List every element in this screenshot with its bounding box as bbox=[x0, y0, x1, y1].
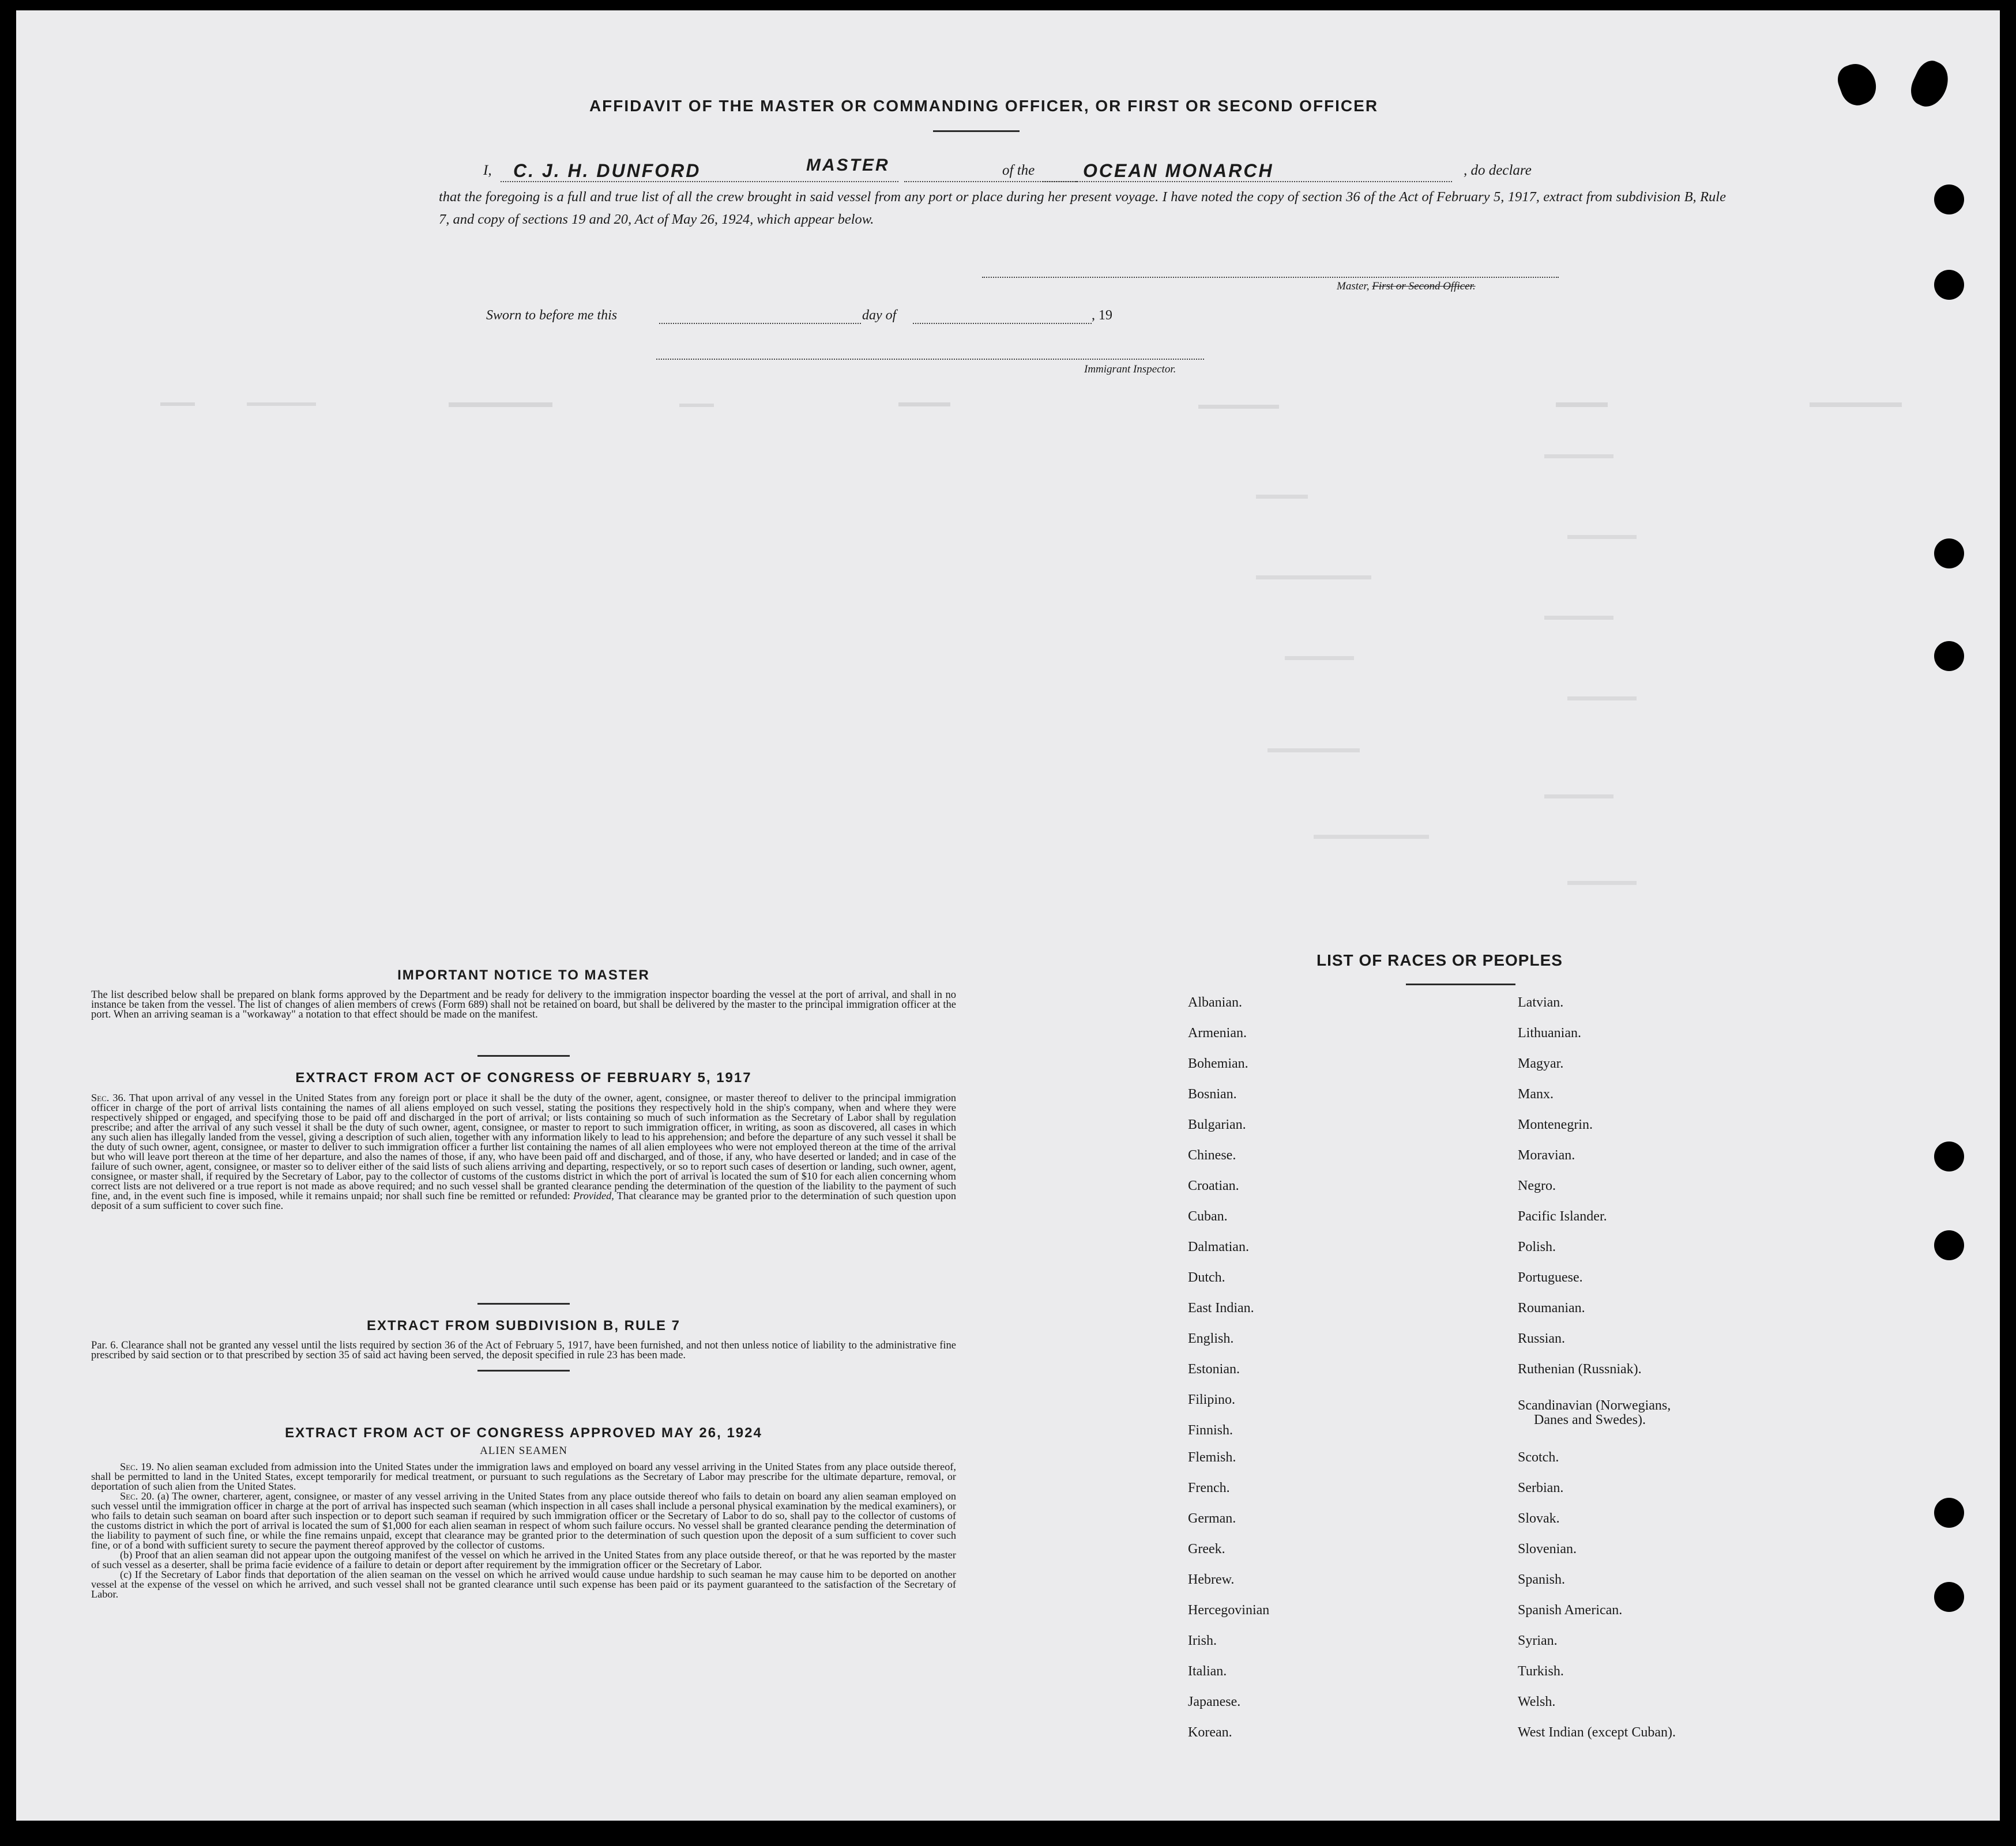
race-item: Slovenian. bbox=[1518, 1542, 1577, 1557]
sec-20-label: Sec. 20. bbox=[120, 1490, 155, 1502]
master-signature-line bbox=[982, 277, 1559, 278]
race-item: Turkish. bbox=[1518, 1664, 1564, 1679]
sec-19-paragraph bbox=[91, 1462, 956, 1491]
master-rank: MASTER bbox=[806, 156, 890, 175]
notice-title: IMPORTANT NOTICE TO MASTER bbox=[397, 967, 650, 983]
alien-seamen-subtitle: ALIEN SEAMEN bbox=[480, 1445, 567, 1457]
sec-36-text: That upon arrival of any vessel in the United States from any foreign port or place it shall be the duty of the owner, agent, consignee, or master thereof to deliver to the principal immigration officer in charge of the port of arrival lists containing the names of all aliens employed on such vessel, stating the positions they respectively hold in the ship's company, when and where they were respectively shipped or engaged, and specifying those to be paid off and discharged in the port of arrival; or lists containing so much of such information as the Secretary of Labor shall by regulation prescribe; and after the arrival of any such vessel it shall be the duty of such owner, agent, consignee, or master to report to such immigration officer, in writing, as soon as discovered, all cases in which any such alien has illegally landed from the vessel, giving a description of such alien, together with any information likely to lead to his apprehension; and before the departure of any such vessel it shall be the duty of such owner, agent, consignee, or master to deliver to such immigration officer a further list containing the names of all alien employees who were not employed thereon at the time of the arrival but who will leave port thereon at the time of her departure, and also the names of those, if any, who have been paid off and discharged, and of those, if any, who have deserted or landed; and in case of the failure of such owner, agent, consignee, or master so to deliver either of the said lists of such aliens arriving and departing, respectively, or so to report such cases of desertion or landing, such owner, agent, consignee, or master shall, if required by the Secretary of Labor, pay to the collector of customs of the customs district in which the port of arrival is located the sum of $10 for each alien concerning whom correct lists are not delivered or a true report is not made as above required; and no such vessel shall be granted clearance pending the determination of the question of the liability to the payment of such fine, and, in the event such fine is imposed, while it remains unpaid; nor shall such fine be remitted or refunded: bbox=[91, 1092, 956, 1201]
race-item: Dalmatian. bbox=[1188, 1240, 1249, 1254]
race-item: Lithuanian. bbox=[1518, 1026, 1581, 1041]
extract-1924-title: EXTRACT FROM ACT OF CONGRESS APPROVED MAY 26, 1924 bbox=[285, 1425, 762, 1441]
race-item: Syrian. bbox=[1518, 1633, 1558, 1648]
of-the-label: of the bbox=[1002, 163, 1035, 178]
race-item: Korean. bbox=[1188, 1725, 1232, 1740]
race-item: French. bbox=[1188, 1480, 1230, 1495]
struck-officer-caption: First or Second Officer. bbox=[1372, 280, 1476, 292]
race-item: Albanian. bbox=[1188, 995, 1242, 1010]
race-item: Latvian. bbox=[1518, 995, 1564, 1010]
declaration-intro: I, bbox=[483, 163, 492, 178]
race-item: Danes and Swedes). bbox=[1534, 1412, 1646, 1427]
race-item: East Indian. bbox=[1188, 1301, 1254, 1316]
race-item: Spanish. bbox=[1518, 1572, 1566, 1587]
race-item: Bohemian. bbox=[1188, 1056, 1248, 1071]
race-item: Welsh. bbox=[1518, 1694, 1556, 1709]
divider-3 bbox=[477, 1370, 570, 1372]
race-item: German. bbox=[1188, 1511, 1236, 1526]
binder-hole bbox=[1934, 1582, 1964, 1612]
extract-1917-text bbox=[91, 1093, 956, 1211]
sec-19-text: No alien seaman excluded from admission into the United States under the immigration laws and employed on board any vessel arriving in the United States from any place outside thereof, shall be permitted to land in the United States, except temporarily for medical treatment, or pursuant to such regulations as the Secretary of Labor may prescribe for the ultimate departure, removal, or deportation of such alien from the United States. bbox=[91, 1461, 956, 1492]
race-item: Slovak. bbox=[1518, 1511, 1560, 1526]
extract-1917-title: EXTRACT FROM ACT OF CONGRESS OF FEBRUARY 5, 1917 bbox=[295, 1070, 752, 1086]
affidavit-title: AFFIDAVIT OF THE MASTER OR COMMANDING OFFICER, OR FIRST OR SECOND OFFICER bbox=[589, 97, 1379, 115]
race-item: Portuguese. bbox=[1518, 1270, 1583, 1285]
race-item: Estonian. bbox=[1188, 1362, 1240, 1377]
race-item: Armenian. bbox=[1188, 1026, 1247, 1041]
race-item: Hebrew. bbox=[1188, 1572, 1235, 1587]
race-item: Roumanian. bbox=[1518, 1301, 1585, 1316]
master-signature-caption bbox=[1337, 280, 1476, 293]
master-name: C. J. H. DUNFORD bbox=[513, 160, 701, 181]
master-caption: Master, bbox=[1337, 280, 1370, 292]
rule-7-text: Par. 6. Clearance shall not be granted any vessel until the lists required by section 36 of the Act of February 5, 1917, have been furnished, and not then unless notice of liability to the administrative fine prescribed by said section or to that prescribed by section 35 of said act having been served, the deposit specified in rule 23 has been made. bbox=[91, 1340, 956, 1361]
affidavit-line1 bbox=[483, 156, 1729, 184]
race-item: Italian. bbox=[1188, 1664, 1227, 1679]
document-page bbox=[16, 10, 2000, 1821]
race-item: Filipino. bbox=[1188, 1392, 1236, 1407]
sec-20a-text: (a) The owner, charterer, agent, consignee, or master of any vessel arriving in the United States from any place outside thereof who fails to detain on board any alien seaman employed on such vessel until the immigration officer in charge at the port of arrival has inspected such seaman (which inspection in all cases shall include a personal physical examination by the medical examiners), or who fails to detain such seaman on board after such inspection or to deport such seaman if required by such immigration officer or the Secretary of Labor to do so, shall pay to the collector of customs of the customs district in which the port of arrival is located the sum of $1,000 for each alien seaman in respect of whom such failure occurs. No vessel shall be granted clearance pending the determination of the liability to payment of such fine, or while the fine remains unpaid, except that clearance may be granted prior to the determination of such question upon the deposit of a sum sufficient to cover such fine, or of a bond with sufficient surety to secure the payment thereof approved by the collector of customs. bbox=[91, 1490, 956, 1551]
races-left-column bbox=[1188, 995, 1419, 1756]
sec-20c-paragraph: (c) If the Secretary of Labor finds that deportation of the alien seaman on the vessel on which he arrived would cause undue hardship to such seaman he may cause him to be deported on another vessel at the expense of the vessel on which he arrived, and such vessel shall not be granted clearance until such expense has been paid or its payment guaranteed to the satisfaction of the Secretary of Labor. bbox=[91, 1569, 956, 1600]
races-title-rule bbox=[1406, 984, 1515, 985]
race-item: Hercegovinian bbox=[1188, 1603, 1270, 1618]
divider-1 bbox=[477, 1055, 570, 1057]
race-item: Chinese. bbox=[1188, 1148, 1236, 1163]
race-item: Scandinavian (Norwegians, bbox=[1518, 1398, 1671, 1413]
race-item: English. bbox=[1188, 1331, 1234, 1346]
races-title: LIST OF RACES OR PEOPLES bbox=[1317, 951, 1563, 969]
race-item: Finnish. bbox=[1188, 1423, 1233, 1438]
race-item: Manx. bbox=[1518, 1087, 1554, 1102]
race-item: Croatian. bbox=[1188, 1178, 1239, 1193]
affidavit-body: that the foregoing is a full and true list of all the crew brought in said vessel from any port or place during her present voyage. I have noted the copy of section 36 of the Act of February 5, 1917, extract from subdivision B, Rule 7, and copy of sections 19 and 20, Act of May 26, 1924, which appear below. bbox=[439, 189, 1726, 227]
race-item: Cuban. bbox=[1188, 1209, 1228, 1224]
race-item: Pacific Islander. bbox=[1518, 1209, 1607, 1224]
race-item: Magyar. bbox=[1518, 1056, 1564, 1071]
race-item: Bosnian. bbox=[1188, 1087, 1237, 1102]
do-declare-label: , do declare bbox=[1464, 163, 1532, 178]
sec-36-label: Sec. 36. bbox=[91, 1092, 126, 1103]
race-item: Polish. bbox=[1518, 1240, 1556, 1254]
binder-hole bbox=[1934, 538, 1964, 568]
bleed-through-marks bbox=[160, 402, 1948, 950]
race-item: Greek. bbox=[1188, 1542, 1225, 1557]
binder-hole bbox=[1934, 184, 1964, 214]
race-item: Irish. bbox=[1188, 1633, 1217, 1648]
divider-2 bbox=[477, 1303, 570, 1305]
race-item: Negro. bbox=[1518, 1178, 1556, 1193]
sec-20a-paragraph bbox=[91, 1491, 956, 1550]
race-item: Flemish. bbox=[1188, 1450, 1236, 1465]
sec-36-tail: That clearance may be granted prior to the determination of such question upon deposit of a sum sufficient to cover such fine. bbox=[91, 1190, 956, 1211]
sworn-month-line bbox=[913, 323, 1092, 324]
binder-hole bbox=[1934, 1498, 1964, 1528]
provided-label: Provided, bbox=[573, 1190, 614, 1201]
race-item: Moravian. bbox=[1518, 1148, 1575, 1163]
race-item: Montenegrin. bbox=[1518, 1117, 1593, 1132]
binder-hole bbox=[1934, 641, 1964, 671]
binder-hole bbox=[1934, 270, 1964, 300]
race-item: Bulgarian. bbox=[1188, 1117, 1246, 1132]
inspector-signature-line bbox=[656, 359, 1204, 360]
sworn-day-line bbox=[659, 323, 861, 324]
binder-hole bbox=[1934, 1141, 1964, 1171]
year-label: , 19 bbox=[1092, 308, 1112, 323]
sec-20b-paragraph: (b) Proof that an alien seaman did not appear upon the outgoing manifest of the vessel on which he arrived in the United States from any place outside thereof, or that he was reported by the master of such vessel as a deserter, shall be prima facie evidence of a failure to detain or deport after requirement by the immigration officer or the Secretary of Labor. bbox=[91, 1549, 956, 1570]
sec-19-label: Sec. 19. bbox=[120, 1461, 154, 1472]
rule-7-title: EXTRACT FROM SUBDIVISION B, RULE 7 bbox=[366, 1318, 681, 1333]
race-item: Ruthenian (Russniak). bbox=[1518, 1362, 1642, 1377]
extract-1924-text bbox=[91, 1462, 956, 1599]
binder-hole bbox=[1934, 1230, 1964, 1260]
notice-text: The list described below shall be prepared on blank forms approved by the Department and be ready for delivery to the immigration inspector boarding the vessel at the port of arrival, and shall in no instance be taken from the vessel. The list of changes of alien members of crews (Form 689) shall not be retained on board, but shall be delivered by the master to the principal immigration officer at the port. When an arriving seaman is a "workaway" a notation to that effect should be made on the manifest. bbox=[91, 989, 956, 1020]
race-item: West Indian (except Cuban). bbox=[1518, 1725, 1676, 1740]
race-item: Serbian. bbox=[1518, 1480, 1564, 1495]
race-item: Spanish American. bbox=[1518, 1603, 1623, 1618]
sworn-line bbox=[486, 304, 1178, 327]
inspector-caption: Immigrant Inspector. bbox=[1084, 363, 1176, 375]
race-item: Scotch. bbox=[1518, 1450, 1559, 1465]
races-right-column bbox=[1518, 995, 1806, 1756]
race-item: Japanese. bbox=[1188, 1694, 1241, 1709]
day-of-label: day of bbox=[862, 308, 897, 323]
race-item: Russian. bbox=[1518, 1331, 1566, 1346]
affidavit-title-rule bbox=[933, 130, 1020, 132]
sworn-label: Sworn to before me this bbox=[486, 308, 618, 323]
vessel-name: OCEAN MONARCH bbox=[1083, 160, 1274, 181]
race-item: Dutch. bbox=[1188, 1270, 1225, 1285]
